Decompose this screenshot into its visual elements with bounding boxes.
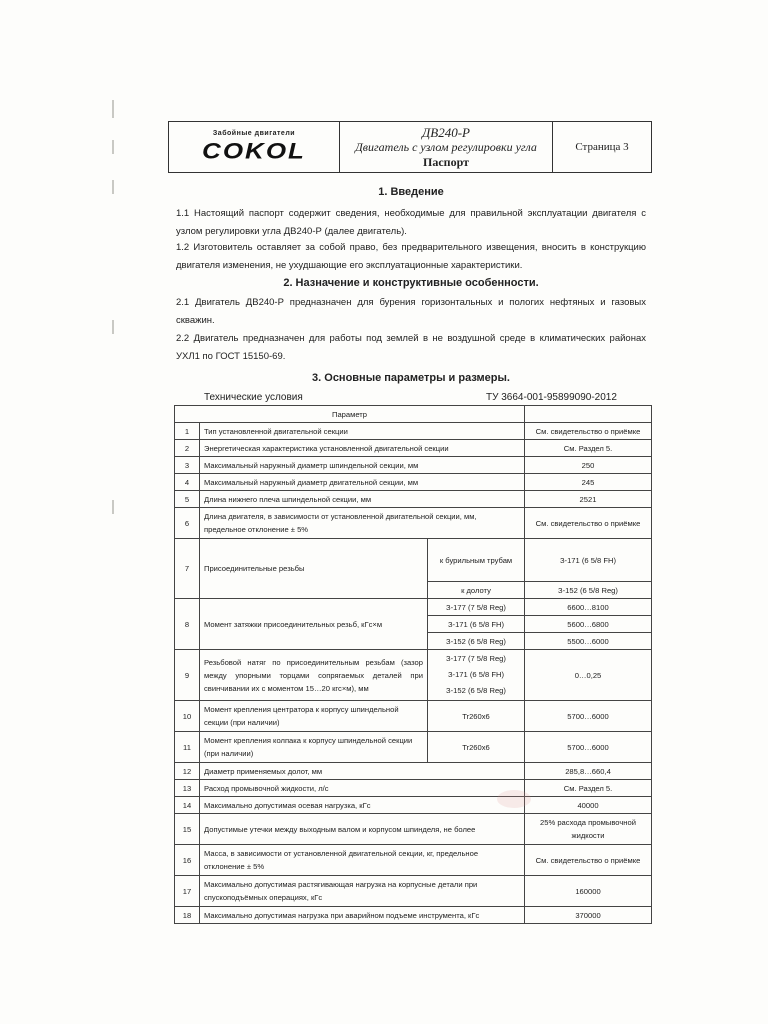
row-subparameter: Tr260x6 xyxy=(428,732,525,763)
row-number: 1 xyxy=(175,423,200,440)
row-parameter: Резьбовой натяг по присоединительным резьбам (зазор между упорными торцами сопрягаемых деталей при свинчивании их с моментом 15…20 кгс×м), мм xyxy=(200,650,428,701)
row-value: 5500…6000 xyxy=(525,633,652,650)
table-row xyxy=(175,539,652,582)
row-parameter: Максимальный наружный диаметр двигательной секции, мм xyxy=(200,474,525,491)
row-value: См. свидетельство о приёмке xyxy=(525,845,652,876)
row-value: 40000 xyxy=(525,797,652,814)
section-2-heading: 2. Назначение и конструктивные особенности. xyxy=(283,277,539,289)
thread-type: З-177 (7 5/8 Reg) xyxy=(446,654,506,663)
row-number: 8 xyxy=(175,599,200,650)
table-row xyxy=(175,474,652,491)
paragraph-2-2: 2.2 Двигатель предназначен для работы под землей в не воздушной среде в климатических районах УХЛ1 по ГОСТ 15150-69. xyxy=(176,333,646,362)
row-number: 12 xyxy=(175,763,200,780)
row-value: З-171 (6 5/8 FH) xyxy=(525,539,652,582)
product-name: Двигатель с узлом регулировки угла xyxy=(355,139,537,154)
row-value: 5700…6000 xyxy=(525,701,652,732)
scan-edge-mark xyxy=(112,320,114,334)
row-number: 18 xyxy=(175,907,200,924)
row-value: См. Раздел 5. xyxy=(525,780,652,797)
row-parameter: Диаметр применяемых долот, мм xyxy=(200,763,525,780)
row-parameter: Энергетическая характеристика установленной двигательной секции xyxy=(200,440,525,457)
paragraph-2-1: 2.1 Двигатель ДВ240-Р предназначен для бурения горизонтальных и пологих нефтяных и газовых скважин. xyxy=(176,297,646,326)
row-number: 13 xyxy=(175,780,200,797)
table-row xyxy=(175,814,652,845)
row-parameter: Длина двигателя, в зависимости от установленной двигательной секции, мм, предельное отклонение ± 5% xyxy=(200,508,525,539)
row-value: 2521 xyxy=(525,491,652,508)
table-row xyxy=(175,599,652,616)
thread-type: З-152 (6 5/8 Reg) xyxy=(446,686,506,695)
row-parameter: Тип установленной двигательной секции xyxy=(200,423,525,440)
row-parameter: Масса, в зависимости от установленной двигательной секции, кг, предельное отклонение ± 5% xyxy=(200,845,525,876)
row-value: 6600…8100 xyxy=(525,599,652,616)
table-row xyxy=(175,732,652,763)
section-1-heading: 1. Введение xyxy=(378,186,444,198)
row-parameter: Длина нижнего плеча шпиндельной секции, мм xyxy=(200,491,525,508)
row-value: 245 xyxy=(525,474,652,491)
logo-subtitle: Забойные двигатели xyxy=(212,130,296,137)
scan-edge-mark xyxy=(112,140,114,154)
section-3-heading: 3. Основные параметры и размеры. xyxy=(312,372,510,384)
row-value: 25% расхода промывочной жидкости xyxy=(525,814,652,845)
row-number: 17 xyxy=(175,876,200,907)
table-header-row xyxy=(175,406,652,423)
row-value: 5600…6800 xyxy=(525,616,652,633)
row-parameter: Максимально допустимая нагрузка при аварийном подъеме инструмента, кГс xyxy=(200,907,525,924)
row-parameter: Максимально допустимая растягивающая нагрузка на корпусные детали при спускоподъёмных операциях, кГс xyxy=(200,876,525,907)
row-number: 4 xyxy=(175,474,200,491)
tech-conditions-code: ТУ 3664-001-95899090-2012 xyxy=(486,392,617,403)
row-parameter: Момент крепления колпака к корпусу шпиндельной секции (при наличии) xyxy=(200,732,428,763)
table-header-empty xyxy=(525,406,652,423)
table-header-cell: Параметр xyxy=(175,406,525,423)
row-value: 250 xyxy=(525,457,652,474)
table-row xyxy=(175,845,652,876)
row-subparameter: к бурильным трубам xyxy=(428,539,525,582)
row-parameter: Присоединительные резьбы xyxy=(200,539,428,599)
row-number: 5 xyxy=(175,491,200,508)
table-row xyxy=(175,797,652,814)
row-subparameter: к долоту xyxy=(428,582,525,599)
row-value: 5700…6000 xyxy=(525,732,652,763)
row-value: З-152 (6 5/8 Reg) xyxy=(525,582,652,599)
row-value: 0…0,25 xyxy=(525,650,652,701)
table-row xyxy=(175,440,652,457)
row-number: 6 xyxy=(175,508,200,539)
row-value: См. Раздел 5. xyxy=(525,440,652,457)
logo-wordmark: COKOL xyxy=(202,138,306,164)
row-number: 9 xyxy=(175,650,200,701)
row-subparameter: З-171 (6 5/8 FH) xyxy=(428,616,525,633)
table-row xyxy=(175,907,652,924)
document-type: Паспорт xyxy=(423,154,469,169)
table-row xyxy=(175,650,652,701)
document-header xyxy=(168,121,652,173)
row-subparameter: З-177 (7 5/8 Reg) xyxy=(428,599,525,616)
thread-type: З-171 (6 5/8 FH) xyxy=(447,670,505,679)
table-row xyxy=(175,423,652,440)
row-parameter: Максимальный наружный диаметр шпиндельной секции, мм xyxy=(200,457,525,474)
row-value: 370000 xyxy=(525,907,652,924)
company-logo xyxy=(169,122,340,172)
row-subparameter: З-152 (6 5/8 Reg) xyxy=(428,633,525,650)
table-row xyxy=(175,876,652,907)
table-row xyxy=(175,763,652,780)
row-parameter: Момент крепления центратора к корпусу шпиндельной секции (при наличии) xyxy=(200,701,428,732)
paragraph-1-1: 1.1 Настоящий паспорт содержит сведения, необходимые для правильной эксплуатации двигателя с узлом регулировки угла ДВ240-Р (далее двигатель). xyxy=(176,208,646,237)
row-parameter: Момент затяжки присоединительных резьб, кГс×м xyxy=(200,599,428,650)
document-title xyxy=(340,122,553,172)
faint-stamp-mark xyxy=(497,790,531,808)
row-value: См. свидетельство о приёмке xyxy=(525,508,652,539)
table-row xyxy=(175,457,652,474)
row-number: 3 xyxy=(175,457,200,474)
scan-edge-mark xyxy=(112,180,114,194)
row-subparameter: Tr260x6 xyxy=(428,701,525,732)
scan-edge-mark xyxy=(112,100,114,118)
row-number: 11 xyxy=(175,732,200,763)
row-value: См. свидетельство о приёмке xyxy=(525,423,652,440)
page-number: Страница 3 xyxy=(575,141,629,153)
table-row xyxy=(175,701,652,732)
tech-conditions-label: Технические условия xyxy=(204,392,303,403)
row-number: 7 xyxy=(175,539,200,599)
row-parameter: Расход промывочной жидкости, л/с xyxy=(200,780,525,797)
row-number: 15 xyxy=(175,814,200,845)
row-number: 10 xyxy=(175,701,200,732)
row-number: 14 xyxy=(175,797,200,814)
table-row xyxy=(175,491,652,508)
row-subparameter xyxy=(428,650,525,701)
table-row xyxy=(175,508,652,539)
row-number: 16 xyxy=(175,845,200,876)
row-number: 2 xyxy=(175,440,200,457)
parameters-table xyxy=(174,405,652,924)
paragraph-1-2: 1.2 Изготовитель оставляет за собой право, без предварительного извещения, вносить в конструкцию двигателя изменения, не ухудшающие его эксплуатационные характеристики. xyxy=(176,242,646,271)
row-parameter: Допустимые утечки между выходным валом и корпусом шпинделя, не более xyxy=(200,814,525,845)
scan-edge-mark xyxy=(112,500,114,514)
row-parameter: Максимально допустимая осевая нагрузка, кГс xyxy=(200,797,525,814)
table-row xyxy=(175,780,652,797)
product-code: ДВ240-Р xyxy=(422,124,470,140)
row-value: 160000 xyxy=(525,876,652,907)
row-value: 285,8…660,4 xyxy=(525,763,652,780)
